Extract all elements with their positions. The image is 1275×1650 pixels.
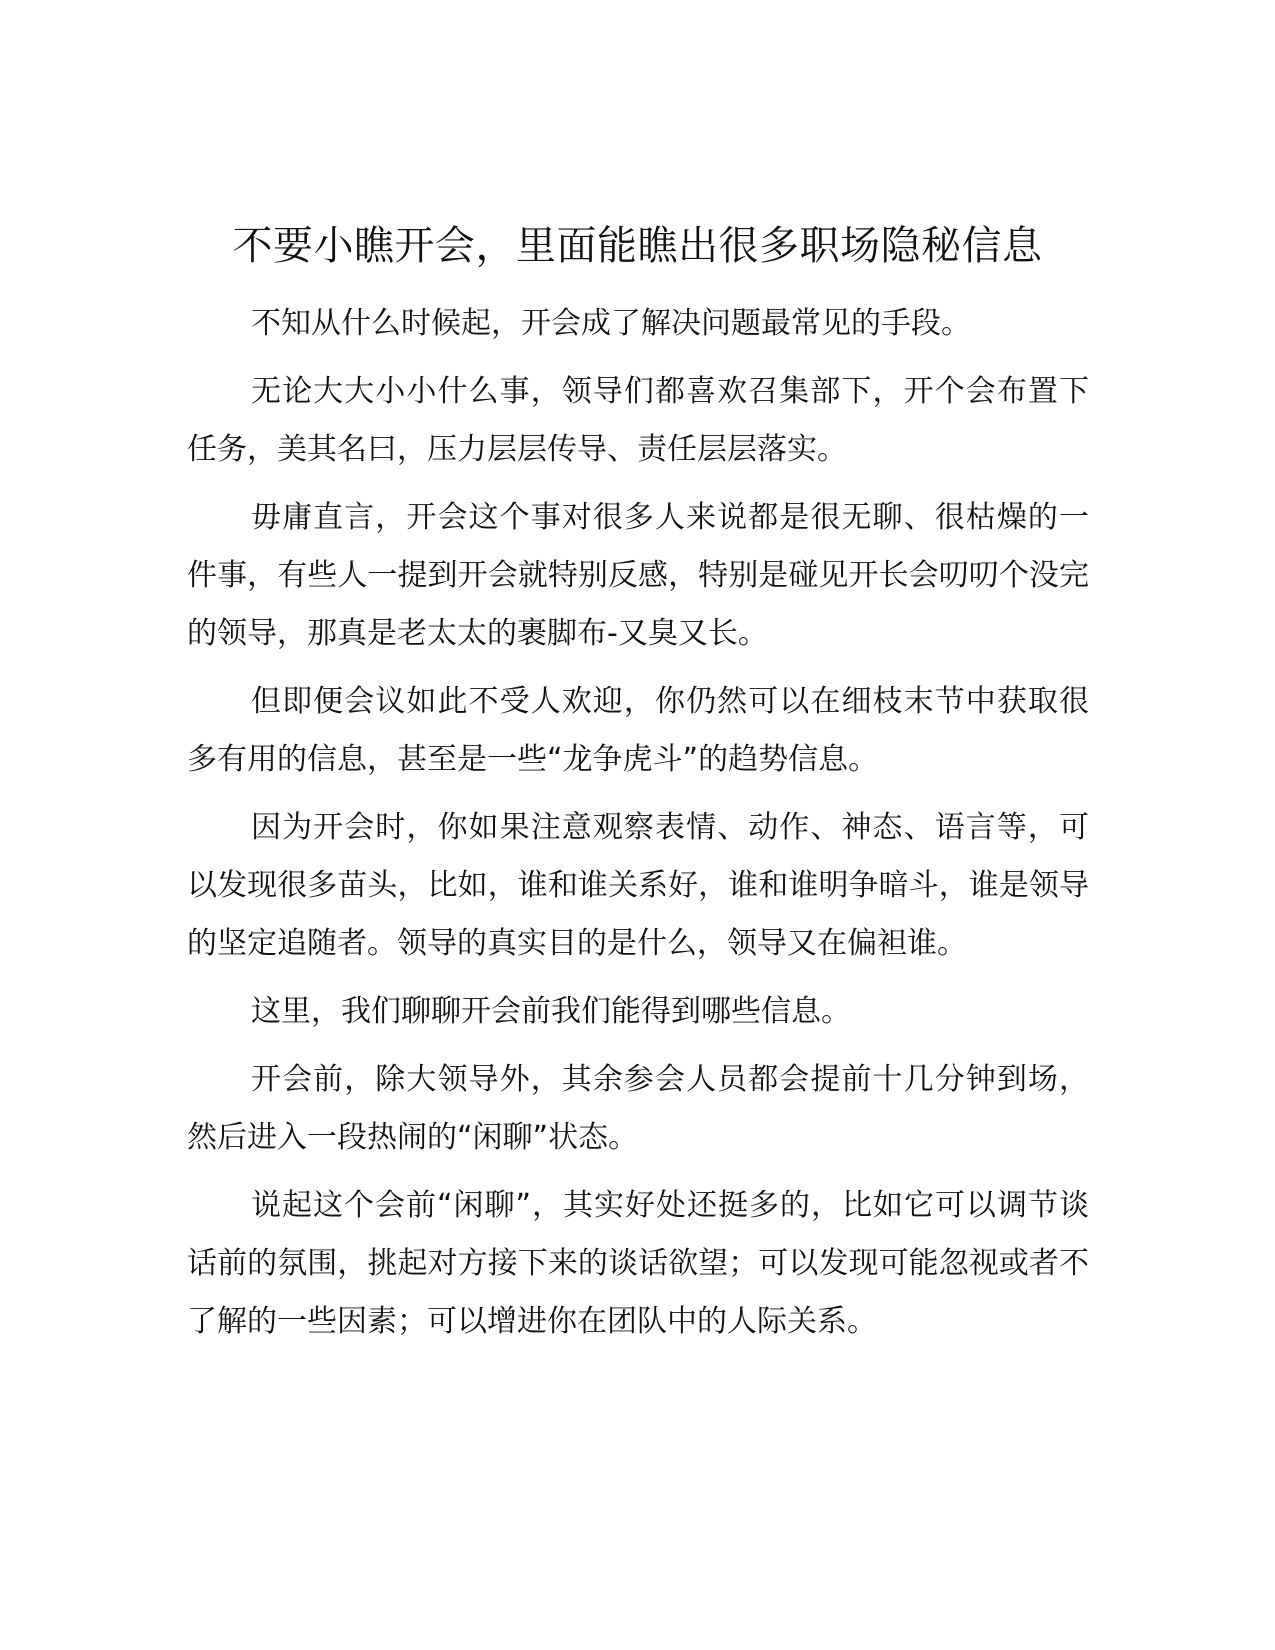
- paragraph-5: 因为开会时，你如果注意观察表情、动作、神态、语言等，可以发现很多苗头，比如，谁和谁关系好，谁和谁明争暗斗，谁是领导的坚定追随者。领导的真实目的是什么，领导又在偏袒谁。: [187, 810, 1089, 961]
- paragraph-8: 说起这个会前“闲聊”，其实好处还挺多的，比如它可以调节谈话前的氛围，挑起对方接下来的谈话欲望；可以发现可能忽视或者不了解的一些因素；可以增进你在团队中的人际关系。: [187, 1188, 1089, 1339]
- paragraph-6: 这里，我们聊聊开会前我们能得到哪些信息。: [251, 994, 851, 1029]
- paragraph-7: 开会前，除大领导外，其余参会人员都会提前十几分钟到场，然后进入一段热闹的“闲聊”状态。: [187, 1062, 1089, 1155]
- paragraph-1: 不知从什么时候起，开会成了解决问题最常见的手段。: [251, 306, 971, 341]
- paragraph-3: 毋庸直言，开会这个事对很多人来说都是很无聊、很枯燥的一件事，有些人一提到开会就特别反感，特别是碰见开长会叨叨个没完的领导，那真是老太太的裹脚布-又臭又长。: [187, 500, 1089, 651]
- document-body: [187, 295, 1089, 1361]
- paragraph-4: 但即便会议如此不受人欢迎，你仍然可以在细枝末节中获取很多有用的信息，甚至是一些“龙争虎斗”的趋势信息。: [187, 684, 1089, 777]
- paragraph-2: 无论大大小小什么事，领导们都喜欢召集部下，开个会布置下任务，美其名曰，压力层层传导、责任层层落实。: [187, 374, 1089, 467]
- document-title: 不要小瞧开会，里面能瞧出很多职场隐秘信息: [232, 223, 1043, 269]
